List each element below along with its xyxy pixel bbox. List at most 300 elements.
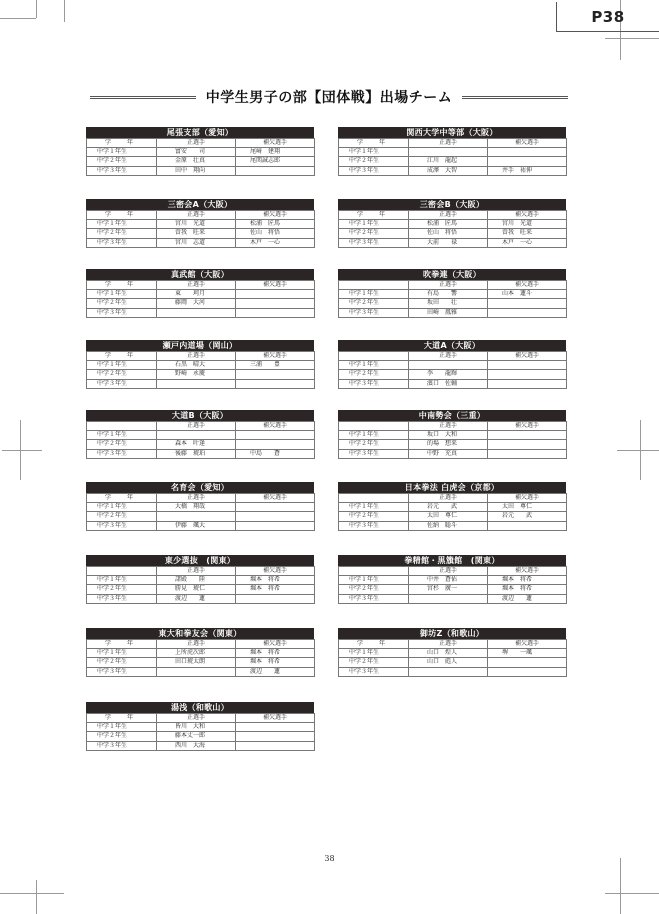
table-row [87, 649, 315, 658]
regular-player-header: 正選手 [157, 352, 236, 361]
grade-cell: 中学３年生 [339, 238, 409, 247]
grade-header [87, 422, 157, 431]
reserve-player-cell [236, 299, 315, 308]
reserve-player-cell [488, 431, 567, 440]
regular-player-cell: 有島 響 [409, 290, 488, 299]
reserve-player-header: 補欠選手 [236, 281, 315, 290]
table-row [339, 594, 567, 603]
table-row [339, 308, 567, 317]
reserve-player-cell [236, 512, 315, 521]
reserve-player-cell: 堀本 将希 [236, 658, 315, 667]
reserve-player-cell [236, 503, 315, 512]
table-row [339, 220, 567, 229]
crop-mark [640, 420, 641, 480]
roster-header-row [339, 281, 567, 290]
reserve-player-cell [236, 431, 315, 440]
roster-header-row [87, 422, 315, 431]
table-row [87, 512, 315, 521]
roster-header-row [87, 211, 315, 220]
team-table [338, 340, 566, 389]
grade-cell: 中学２年生 [339, 229, 409, 238]
grade-header: 学 年 [87, 139, 157, 148]
reserve-player-cell [236, 290, 315, 299]
team-name: 東大和拳友会（関東） [86, 628, 314, 639]
roster-table [338, 138, 567, 176]
regular-player-cell: 岩元 武 [409, 503, 488, 512]
reserve-player-header: 補欠選手 [236, 714, 315, 723]
table-row [339, 290, 567, 299]
regular-player-header: 正選手 [157, 714, 236, 723]
grade-cell: 中学３年生 [339, 667, 409, 676]
reserve-player-cell: 宮川 光道 [488, 220, 567, 229]
team-table [338, 555, 566, 604]
reserve-player-header: 補欠選手 [236, 211, 315, 220]
page-title: 中学生男子の部【団体戦】出場チーム [205, 90, 453, 106]
reserve-player-cell: 山本 蓮斗 [488, 290, 567, 299]
regular-player-cell: 藤本丈一郎 [157, 732, 236, 741]
table-row [87, 220, 315, 229]
reserve-player-header: 補欠選手 [488, 281, 567, 290]
team-table [338, 127, 566, 176]
table-row [87, 449, 315, 458]
regular-player-cell: 江川 龍起 [409, 157, 488, 166]
grade-cell: 中学１年生 [339, 503, 409, 512]
reserve-player-header: 補欠選手 [236, 422, 315, 431]
regular-player-cell: 東 珂月 [157, 290, 236, 299]
reserve-player-cell [488, 299, 567, 308]
regular-player-cell: 田崎 鳳雅 [409, 308, 488, 317]
grade-header [339, 422, 409, 431]
table-row [87, 741, 315, 750]
regular-player-cell: 大前 禄 [409, 238, 488, 247]
reserve-player-cell: 堺 一颯 [488, 649, 567, 658]
grade-cell: 中学１年生 [87, 220, 157, 229]
reserve-player-cell [236, 379, 315, 388]
grade-cell: 中学２年生 [339, 585, 409, 594]
regular-player-cell: 宮川 志道 [157, 238, 236, 247]
regular-player-header: 正選手 [409, 640, 488, 649]
regular-player-header: 正選手 [157, 422, 236, 431]
grade-header [339, 352, 409, 361]
table-row [339, 512, 567, 521]
team-name: 三密会A（大阪） [86, 199, 314, 210]
grade-header [339, 281, 409, 290]
table-row [87, 238, 315, 247]
roster-table [86, 138, 315, 176]
table-row [87, 732, 315, 741]
regular-player-cell: 伊藤 颯大 [157, 521, 236, 530]
team-table [338, 199, 566, 248]
regular-player-cell: 坂田 壮 [409, 299, 488, 308]
reserve-player-cell [236, 166, 315, 175]
grade-cell: 中学２年生 [339, 440, 409, 449]
regular-player-cell: 太田 尊仁 [409, 512, 488, 521]
regular-player-cell: 富安 司 [157, 148, 236, 157]
grade-header: 学 年 [339, 139, 409, 148]
table-row [339, 585, 567, 594]
grade-header: 学 年 [87, 281, 157, 290]
team-name: 東少選抜 (関東） [86, 555, 314, 566]
reserve-player-cell [236, 732, 315, 741]
table-row [339, 576, 567, 585]
grade-header: 学 年 [339, 211, 409, 220]
reserve-player-cell [488, 157, 567, 166]
table-row [87, 361, 315, 370]
team-name: 拳精館・黒籏館 (関東） [338, 555, 566, 566]
roster-table [86, 713, 315, 751]
grade-cell: 中学２年生 [87, 229, 157, 238]
regular-player-cell: 的場 想来 [409, 440, 488, 449]
regular-player-header: 正選手 [409, 139, 488, 148]
grade-cell: 中学１年生 [87, 576, 157, 585]
regular-player-header: 正選手 [409, 494, 488, 503]
crop-mark [64, 0, 65, 22]
regular-player-cell: 金原 壮真 [157, 157, 236, 166]
grade-cell: 中学２年生 [87, 732, 157, 741]
regular-player-cell: 大橋 翔哉 [157, 503, 236, 512]
reserve-player-cell [488, 667, 567, 676]
reserve-player-header: 補欠選手 [236, 139, 315, 148]
team-name: 吹拳連（大阪） [338, 269, 566, 280]
team-table [338, 628, 566, 677]
reserve-player-cell [236, 440, 315, 449]
title-rule-right [462, 96, 568, 99]
crop-mark [2, 450, 42, 451]
grade-cell: 中学１年生 [87, 431, 157, 440]
reserve-player-cell [236, 594, 315, 603]
table-row [87, 594, 315, 603]
roster-header-row [87, 139, 315, 148]
roster-header-row [339, 494, 567, 503]
regular-player-cell: 濱口 佐輔 [409, 379, 488, 388]
reserve-player-cell [488, 148, 567, 157]
table-row [87, 503, 315, 512]
team-table [86, 628, 314, 677]
grade-cell: 中学３年生 [87, 594, 157, 603]
regular-player-cell: 宮川 光道 [157, 220, 236, 229]
table-row [339, 166, 567, 175]
regular-player-cell [157, 379, 236, 388]
grade-cell: 中学３年生 [87, 449, 157, 458]
grade-cell: 中学１年生 [339, 290, 409, 299]
table-row [87, 299, 315, 308]
reserve-player-cell: 堀本 将希 [236, 576, 315, 585]
reserve-player-header: 補欠選手 [488, 640, 567, 649]
team-name: 日本拳法 白虎会（京都） [338, 482, 566, 493]
regular-player-header: 正選手 [157, 494, 236, 503]
grade-header: 学 年 [87, 211, 157, 220]
reserve-player-cell: 佐山 将悟 [236, 229, 315, 238]
reserve-player-header: 補欠選手 [488, 211, 567, 220]
reserve-player-cell: 三浦 豊 [236, 361, 315, 370]
roster-header-row [87, 281, 315, 290]
team-name: 湯浅（和歌山） [86, 702, 314, 713]
regular-player-cell [409, 594, 488, 603]
grade-cell: 中学３年生 [339, 449, 409, 458]
team-table [86, 702, 314, 751]
team-name: 大道A（大阪） [338, 340, 566, 351]
team-name: 名育会（愛知） [86, 482, 314, 493]
reserve-player-cell [236, 521, 315, 530]
reserve-player-cell [488, 308, 567, 317]
crop-mark [620, 858, 621, 914]
grade-header: 学 年 [87, 494, 157, 503]
team-name: 尾張支部（愛知） [86, 127, 314, 138]
grade-cell: 中学１年生 [339, 220, 409, 229]
reserve-player-cell: 岩元 武 [488, 512, 567, 521]
regular-player-cell: 山口 煌人 [409, 649, 488, 658]
team-table [86, 199, 314, 248]
regular-player-cell [157, 512, 236, 521]
reserve-player-cell: 中島 蒼 [236, 449, 315, 458]
grade-cell: 中学１年生 [87, 148, 157, 157]
team-name: 中南勢会（三重） [338, 410, 566, 421]
grade-cell: 中学３年生 [87, 238, 157, 247]
regular-player-cell: 曽我 旺来 [157, 229, 236, 238]
team-table [86, 482, 314, 531]
table-row [87, 440, 315, 449]
table-row [339, 379, 567, 388]
reserve-player-header: 補欠選手 [488, 352, 567, 361]
table-row [339, 503, 567, 512]
reserve-player-cell [488, 658, 567, 667]
roster-table [86, 421, 315, 459]
grade-cell: 中学１年生 [87, 503, 157, 512]
grade-cell: 中学２年生 [87, 157, 157, 166]
reserve-player-cell [488, 521, 567, 530]
regular-player-header: 正選手 [409, 567, 488, 576]
grade-cell: 中学１年生 [339, 148, 409, 157]
page-number: 38 [324, 854, 335, 863]
table-row [87, 576, 315, 585]
grade-cell: 中学２年生 [87, 299, 157, 308]
reserve-player-cell [236, 370, 315, 379]
grade-cell: 中学２年生 [87, 370, 157, 379]
team-table [86, 340, 314, 389]
reserve-player-cell: 渡辺 蓮 [236, 667, 315, 676]
regular-player-cell: 坂口 大和 [409, 431, 488, 440]
regular-player-cell [157, 431, 236, 440]
roster-table [338, 421, 567, 459]
reserve-player-cell [488, 440, 567, 449]
roster-table [86, 566, 315, 604]
roster-header-row [87, 714, 315, 723]
roster-table [338, 351, 567, 389]
team-name: 真武館（大阪） [86, 269, 314, 280]
table-row [87, 229, 315, 238]
title-rule-left [90, 96, 196, 99]
table-row [87, 148, 315, 157]
reserve-player-header: 補欠選手 [488, 494, 567, 503]
team-name: 大道B（大阪） [86, 410, 314, 421]
reserve-player-cell [488, 379, 567, 388]
regular-player-header: 正選手 [409, 352, 488, 361]
table-row [87, 723, 315, 732]
roster-header-row [87, 352, 315, 361]
grade-header [339, 494, 409, 503]
regular-player-cell [157, 308, 236, 317]
roster-table [338, 280, 567, 318]
regular-player-cell: 松浦 匠馬 [409, 220, 488, 229]
table-row [339, 649, 567, 658]
roster-table [86, 351, 315, 389]
grade-cell: 中学３年生 [339, 379, 409, 388]
reserve-player-cell [488, 449, 567, 458]
page-tag: P38 [556, 2, 659, 32]
regular-player-cell [157, 667, 236, 676]
team-table [338, 269, 566, 318]
reserve-player-cell: 堀本 将希 [488, 576, 567, 585]
regular-player-header: 正選手 [409, 422, 488, 431]
regular-player-cell: 皆川 大和 [157, 723, 236, 732]
regular-player-cell: 渡辺 蓮 [157, 594, 236, 603]
grade-cell: 中学３年生 [87, 521, 157, 530]
regular-player-header: 正選手 [157, 139, 236, 148]
roster-header-row [87, 640, 315, 649]
reserve-player-cell: 太田 尊仁 [488, 503, 567, 512]
reserve-player-header: 補欠選手 [236, 352, 315, 361]
regular-player-cell: 山口 彪人 [409, 658, 488, 667]
grade-cell: 中学１年生 [339, 431, 409, 440]
grade-cell: 中学１年生 [339, 576, 409, 585]
roster-table [338, 566, 567, 604]
table-row [339, 299, 567, 308]
grade-cell: 中学３年生 [87, 741, 157, 750]
regular-player-cell: 西川 大海 [157, 741, 236, 750]
regular-player-cell [409, 148, 488, 157]
grade-cell: 中学３年生 [87, 308, 157, 317]
regular-player-header: 正選手 [409, 281, 488, 290]
team-name: 御坊Z（和歌山） [338, 628, 566, 639]
roster-table [86, 639, 315, 677]
roster-table [86, 280, 315, 318]
regular-player-cell [409, 667, 488, 676]
roster-table [338, 210, 567, 248]
regular-player-cell: 野崎 永慶 [157, 370, 236, 379]
reserve-player-cell [236, 741, 315, 750]
grade-header: 学 年 [87, 714, 157, 723]
roster-header-row [339, 352, 567, 361]
grade-cell: 中学３年生 [339, 594, 409, 603]
regular-player-header: 正選手 [157, 281, 236, 290]
team-table [338, 410, 566, 459]
grade-cell: 中学１年生 [87, 649, 157, 658]
team-table [86, 410, 314, 459]
crop-mark [36, 0, 37, 18]
table-row [87, 667, 315, 676]
grade-header: 学 年 [87, 352, 157, 361]
table-row [87, 370, 315, 379]
roster-table [338, 493, 567, 531]
regular-player-header: 正選手 [157, 211, 236, 220]
regular-player-header: 正選手 [157, 567, 236, 576]
grade-header [339, 567, 409, 576]
regular-player-cell: 藤岡 大河 [157, 299, 236, 308]
roster-header-row [339, 422, 567, 431]
table-row [87, 658, 315, 667]
grade-cell: 中学１年生 [339, 649, 409, 658]
table-row [339, 440, 567, 449]
crop-mark [20, 420, 21, 480]
reserve-player-cell: 堀本 将希 [488, 585, 567, 594]
reserve-player-cell: 堀本 将希 [236, 585, 315, 594]
reserve-player-cell: 井手 祐伸 [488, 166, 567, 175]
regular-player-cell: 上所虎次郎 [157, 649, 236, 658]
regular-player-header: 正選手 [409, 211, 488, 220]
regular-player-cell: 宮杉 廣一 [409, 585, 488, 594]
regular-player-cell: 田中 翔向 [157, 166, 236, 175]
reserve-player-cell: 松浦 匠馬 [236, 220, 315, 229]
team-table [86, 127, 314, 176]
regular-player-cell: 佐納 聡斗 [409, 521, 488, 530]
table-row [87, 157, 315, 166]
reserve-player-cell: 曽我 旺来 [488, 229, 567, 238]
roster-header-row [87, 567, 315, 576]
reserve-player-cell [236, 308, 315, 317]
table-row [339, 658, 567, 667]
table-row [339, 238, 567, 247]
regular-player-cell: 田口琥太朗 [157, 658, 236, 667]
grade-cell: 中学２年生 [87, 658, 157, 667]
crop-mark [617, 450, 659, 451]
grade-cell: 中学２年生 [87, 512, 157, 521]
table-row [87, 431, 315, 440]
team-table [338, 482, 566, 531]
grade-cell: 中学２年生 [87, 440, 157, 449]
team-name: 瀬戸内道場（岡山） [86, 340, 314, 351]
grade-cell: 中学２年生 [339, 370, 409, 379]
reserve-player-cell [488, 361, 567, 370]
table-row [339, 148, 567, 157]
reserve-player-cell: 渡辺 蓮 [488, 594, 567, 603]
team-name: 関西大学中等部（大阪） [338, 127, 566, 138]
regular-player-cell: 佐山 将悟 [409, 229, 488, 238]
grade-header: 学 年 [87, 640, 157, 649]
crop-mark [605, 893, 659, 894]
grade-cell: 中学２年生 [339, 299, 409, 308]
table-row [339, 449, 567, 458]
roster-table [86, 493, 315, 531]
reserve-player-header: 補欠選手 [236, 640, 315, 649]
regular-player-cell: 成澤 大智 [409, 166, 488, 175]
table-row [87, 290, 315, 299]
regular-player-cell: 勝見 琥仁 [157, 585, 236, 594]
grade-cell: 中学２年生 [87, 585, 157, 594]
table-row [87, 379, 315, 388]
grade-cell: 中学３年生 [339, 166, 409, 175]
regular-player-cell: 李 龍輝 [409, 370, 488, 379]
crop-mark [0, 893, 64, 894]
regular-player-cell: 諸殿 陸 [157, 576, 236, 585]
reserve-player-cell: 堀本 将希 [236, 649, 315, 658]
reserve-player-cell: 尾﨑 建翔 [236, 148, 315, 157]
grade-cell: 中学１年生 [339, 361, 409, 370]
grade-cell: 中学３年生 [87, 667, 157, 676]
regular-player-cell: 森本 叶逢 [157, 440, 236, 449]
grade-cell: 中学１年生 [87, 723, 157, 732]
crop-mark [0, 18, 36, 19]
reserve-player-cell: 木戸 一心 [236, 238, 315, 247]
reserve-player-header: 補欠選手 [488, 422, 567, 431]
reserve-player-header: 補欠選手 [488, 567, 567, 576]
crop-mark [36, 880, 37, 914]
table-row [339, 431, 567, 440]
grade-cell: 中学２年生 [339, 512, 409, 521]
grade-cell: 中学３年生 [339, 308, 409, 317]
table-row [339, 370, 567, 379]
roster-header-row [339, 640, 567, 649]
table-row [87, 585, 315, 594]
